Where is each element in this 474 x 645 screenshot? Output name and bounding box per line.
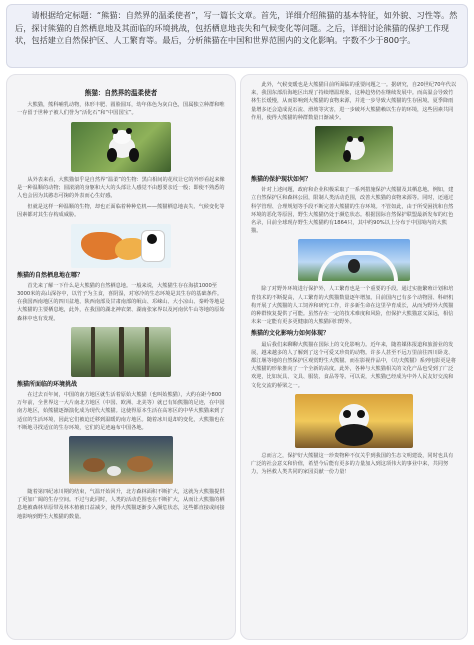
paragraph: 大熊猫，熊科哺乳动物，体形丰肥、圆脸圆耳，幼年体色为灰白色，国属独立种群和唯一存留于世种子被人们誉为“活化石”和“中国国宝”。 xyxy=(17,102,225,117)
forest-photo xyxy=(71,327,171,377)
paragraph: 此外，气候变暖也是大熊猫目前所面临的重要问题之一。据研究，自20世纪70年代以来，我国东部沿海地区出现了持续增温现象，这种趋势仍在继续发展中。而高温会导致竹林生长缓慢，从而影响到大熊猫的食物来源，并进一步导致大熊猫的生存困境。夏季降雨量增多还会造成泥石流、滑坡等灾害，进一步破坏大熊猫赖以生存的环境，这些因素共同作用，使得大熊猫的种群数量日渐减少。 xyxy=(251,82,457,121)
reserve-gate-photo xyxy=(298,239,410,281)
paragraph: 但就是这样一种温顺的生物，却也正面临着种种危机——熊猫栖息地丧失、气候变化等因素都对其生存构成威胁。 xyxy=(17,204,225,219)
paragraph: 在过去百年间，中国的南方地区就生活着原始大熊猫（也叫始熊猫），大约在距今800万年前，全世界这一大片南北方地区（中国、欧洲、北美等）就已有始熊猫的足迹，在中国南方地区，始熊猫逐渐演化成为现代大熊猫。这使得原本生活在高寒区的中华大熊猫来到了适宜的生活环境，因此它们被迫迁移到温暖的南方地区。随着冰川退却的变化，大熊猫也在不断地寻找适宜的生存环境，它们的足迹遍布中国各地。 xyxy=(17,392,225,431)
paragraph: 从外表来看，大熊猫似乎是自然界“温柔”的生物：黑白相间的花纹让它的外形看起来像是一种温顺的动物；圆滚滚的身躯和大大的头部让人感觉不由想要亲近一般；即使不熟悉的人也会因为其憨态可掬的外表而心生好感。 xyxy=(17,176,225,200)
paragraph: 最后我们来聊聊大熊猫在国际上的文化影响力。近年来，随着媒体报道和旅游业的发展，越来越多的人了解到了这个可爱又珍贵的动物。许多人甚至不远万里前往四川卧龙、都江堰等地的自然保护区观赏野生大熊猫。而在影视作品中，《功夫熊猫》系列电影更是将大熊猫的形象推向了一个全新的高度。此外，各种与大熊猫相关的文化产品也受到了广泛欢迎，比如玩具、文具、服装、食品等等。可以说，大熊猫已经成为中外人民友好交流和文化交流的桥梁之一。 xyxy=(251,341,456,389)
paragraph: 除了对野外环境进行保护外，人工繁育也是一个重要的手段。通过实施繁殖计划和培育技术的不断提高，人工繁育的大熊猫数量逐年增加。目前国内已有多个动物园、科研机构开展了大熊猫的人工饲养和研究工作，许多新生命在这里孕育成长，从而为野外大熊猫的种群恢复提供了可能。虽然存在一定的技术难度和风险，但保护大熊猫意义深远，相信未来一定能有更多更健康的大熊猫回归野外。 xyxy=(251,286,454,326)
habitat-map xyxy=(71,224,171,268)
section-heading: 熊猫的自然栖息地在哪？ xyxy=(17,271,84,279)
section-heading: 熊猫的保护现状如何？ xyxy=(251,176,312,184)
paragraph: 随着第四纪冰川期的结束，气温开始回升，北方森林面积不断扩大，这就为大熊猫提供了更加广阔的生存空间。不过与此同时，人类的活动范围也在不断扩大，从而让大熊猫的栖息地被森林草原带及林木植被日益减少，使得大熊猫逐渐步入濒危状态，这些都直接或间接地影响到野生大熊猫的数量。 xyxy=(17,489,225,520)
prompt-box xyxy=(6,4,468,68)
article-title: 熊猫：自然界的温柔使者 xyxy=(84,89,158,97)
article-column-left xyxy=(6,74,236,640)
section-heading: 熊猫所面临的环境挑战 xyxy=(17,380,78,388)
prompt-text: 请根据给定标题：“熊猫：自然界的温柔使者”，写一篇长文章。首先，详细介绍熊猫的基本特征，如外貌、习性等。然后，探讨熊猫的自然栖息地及其面临的环境挑战，包括栖息地丧失和气候变化等问题。之后，详细讨论熊猫的保护工作现状，包括建立自然保护区、人工繁育等。最后，分析熊猫在中国和世界范围内的文化影响。字数不少于800字。 xyxy=(15,10,458,46)
section-heading: 熊猫的文化影响力如何体现？ xyxy=(251,330,330,338)
panda-photo xyxy=(71,122,171,172)
paragraph: 首先来了解一下什么是大熊猫的自然栖息地。一般来说，大熊猫生存在海拔1000至3000米的高山深谷中，以竹子为主食，喜阴湿，对寒冷的生态环境是其生存的基础条件。在我国西南地区的四川盆地、陕西南部及甘肃南部的岷山、邛崃山、大小凉山、秦岭等地是大熊猫的主要栖息地，此外，在我国的湖北神农架、湖南张家界以及河南伏牛山等地的原始森林中也有发现。 xyxy=(17,282,225,322)
kung-fu-panda-image xyxy=(295,394,413,448)
article-column-right xyxy=(240,74,468,640)
paragraph: 总而言之，保护好大熊猫这一珍贵物种不仅关乎到我国的生态文明建设，同时也具有广泛的社会意义和价值，希望今后能有更多的力量加入到这项伟大的事业中来，共同努力，为拯救人类共同的家园贡献一份力量！ xyxy=(251,452,454,476)
paragraph: 针对上述问题，政府和企业积极采取了一系列措施保护大熊猫及其栖息地。例如，建立自然保护区和森林公园，限制人类活动范围，改善大熊猫的食物来源等。同时，还通过科学管理、合理规划等手段不断完善大熊猫的生存环境。不管如此，由于所受困扰和自然环境的恶化等原因，野生大熊猫仍处于濒危状态。根据国际自然保护联盟最新发布的红色名录，目前全球现存野生大熊猫约有1864只，其中约90%以上分布于中国境内的大熊猫。 xyxy=(251,187,454,235)
panda-on-tree-photo xyxy=(315,126,393,172)
ancient-animals-illustration xyxy=(69,436,173,484)
